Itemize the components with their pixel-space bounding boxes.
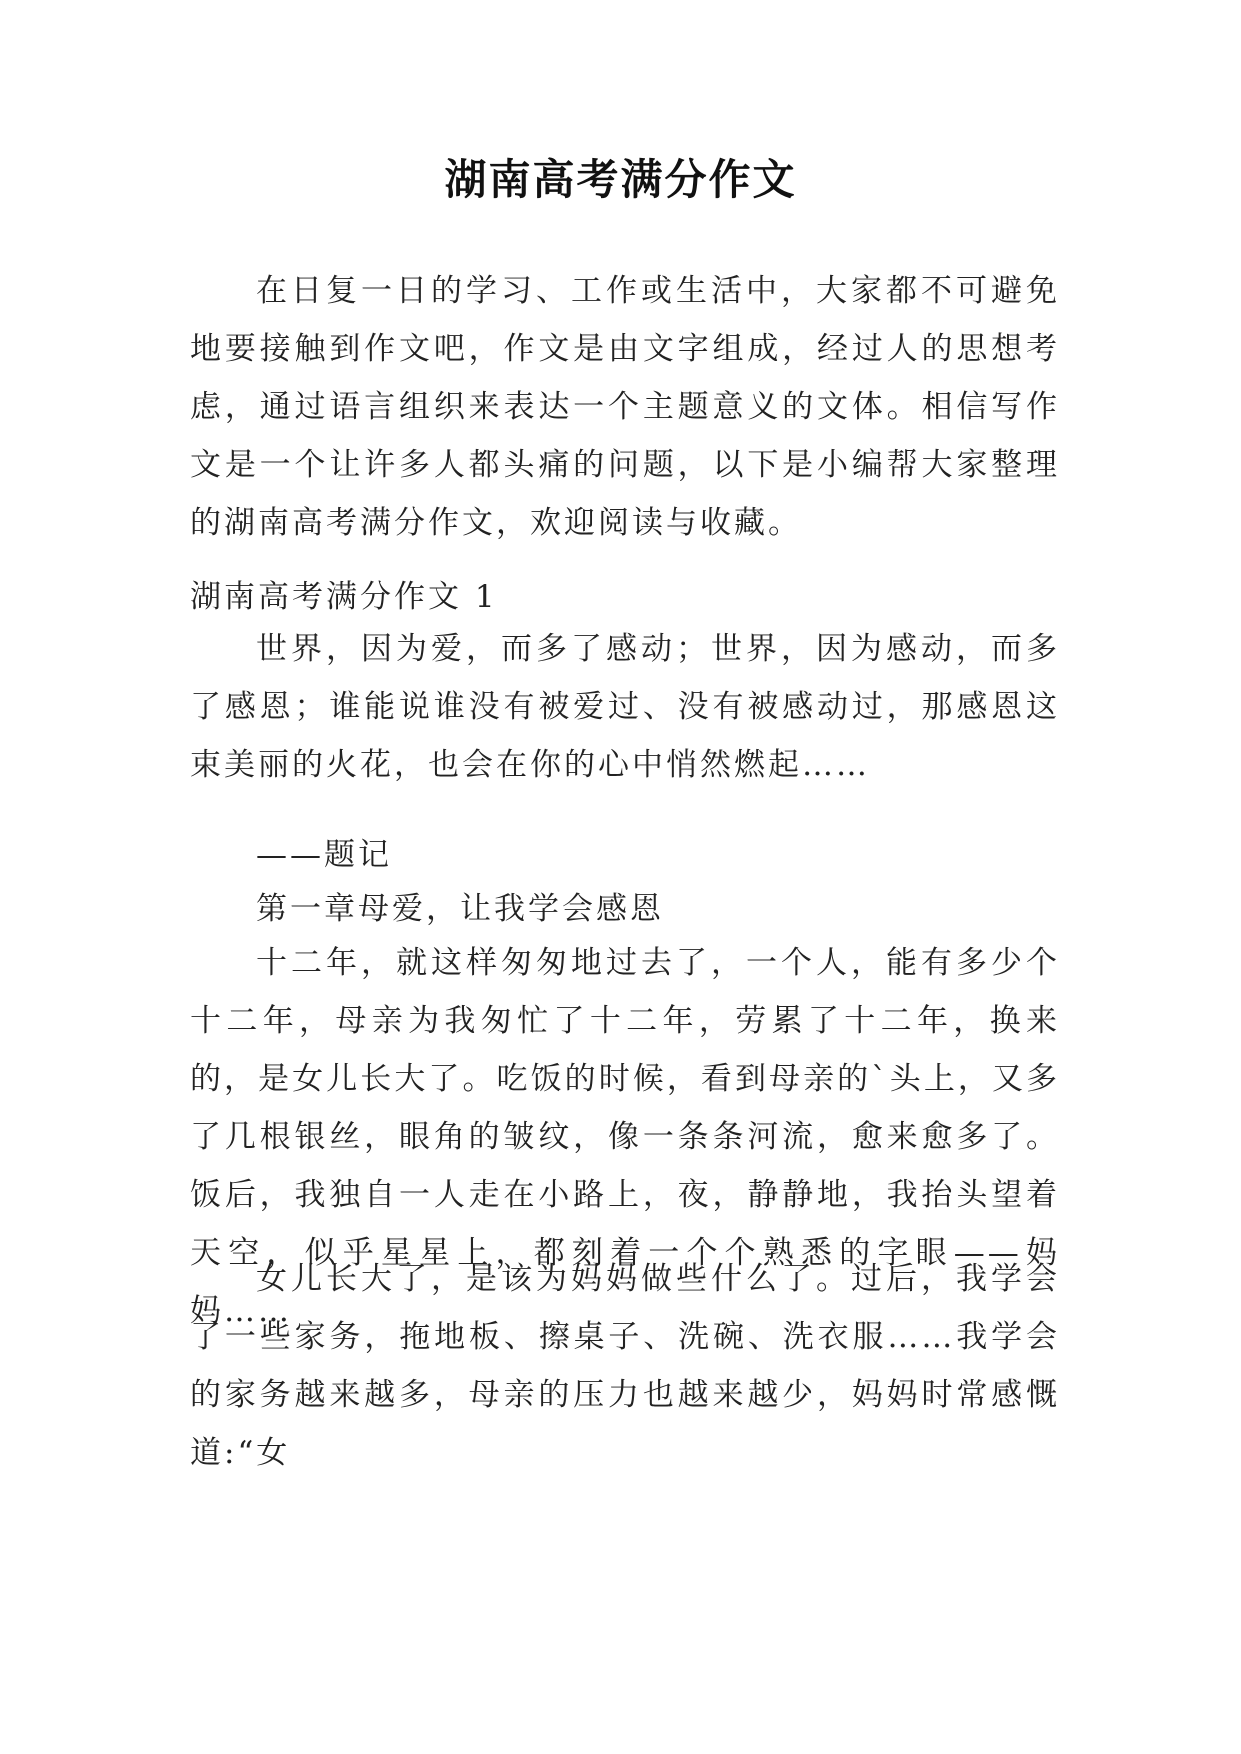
epigraph-attribution: ——题记	[256, 837, 392, 873]
intro-paragraph: 在日复一日的学习、工作或生活中，大家都不可避免地要接触到作文吧，作文是由文字组成，经过人的思想考虑，通过语言组织来表达一个主题意义的文体。相信写作文是一个让许多人都头痛的问题，以下是小编帮大家整理的湖南高考满分作文，欢迎阅读与收藏。	[190, 273, 1060, 541]
document-title: 湖南高考满分作文	[444, 155, 797, 204]
epigraph-paragraph: 世界，因为爱，而多了感动；世界，因为感动，而多了感恩；谁能说谁没有被爱过、没有被感动过，那感恩这束美丽的火花，也会在你的心中悄然燃起……	[190, 631, 1060, 783]
section-heading: 湖南高考满分作文 1	[190, 579, 498, 615]
body-paragraph: 女儿长大了，是该为妈妈做些什么了。过后，我学会了一些家务，拖地板、擦桌子、洗碗、洗衣服……我学会的家务越来越多，母亲的压力也越来越少，妈妈时常感慨道:“女	[190, 1261, 1060, 1471]
chapter-title: 第一章母爱，让我学会感恩	[256, 891, 664, 927]
body-paragraph: 十二年，就这样匆匆地过去了，一个人，能有多少个十二年，母亲为我匆忙了十二年，劳累了十二年，换来的，是女儿长大了。吃饭的时候，看到母亲的`头上，又多了几根银丝，眼角的皱纹，像一条条河流，愈来愈多了。饭后，我独自一人走在小路上，夜，静静地，我抬头望着天空，似乎星星上，都刻着一个个熟悉的字眼——妈妈……	[190, 945, 1060, 1329]
